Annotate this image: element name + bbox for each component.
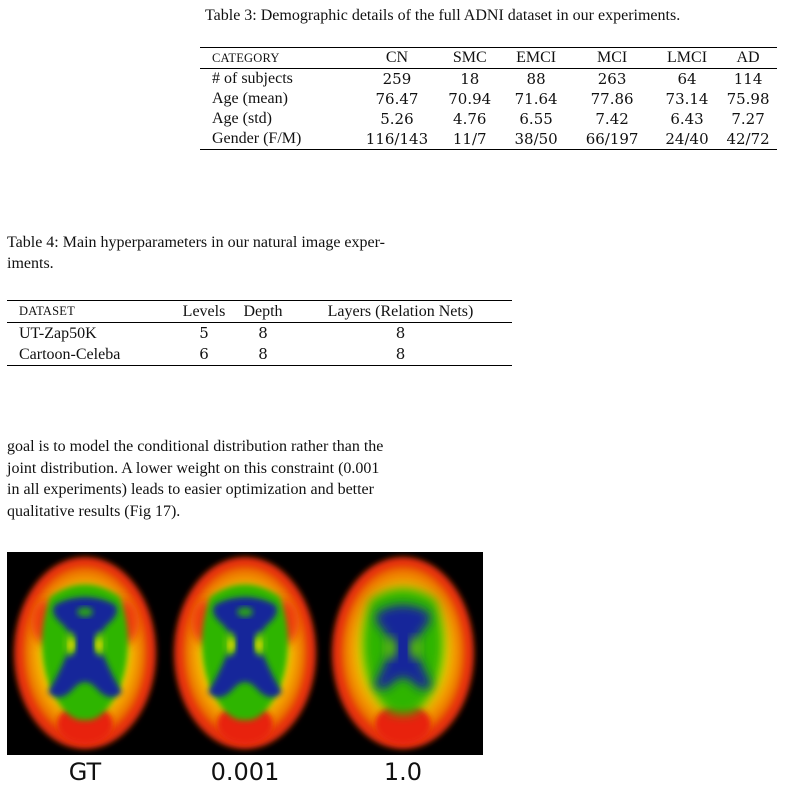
table-cell: 8: [395, 345, 406, 363]
table-row: [200, 109, 777, 129]
column-header: Levels: [182, 303, 226, 320]
paragraph-line: in all experiments) leads to easier optimization and better: [7, 481, 374, 498]
brain-figure: [7, 552, 483, 755]
caption-line: Table 4: Main hyperparameters in our natural image exper-: [7, 234, 385, 251]
table-cell: 6.55: [519, 110, 553, 128]
table-header-row: [200, 48, 777, 69]
paragraph-line: goal is to model the conditional distribution rather than the: [7, 438, 384, 455]
figure-label-gt: GT: [68, 758, 102, 786]
table-cell: 24/40: [665, 130, 709, 148]
table-cell: 42/72: [726, 130, 770, 148]
column-header: CATEGORY: [212, 51, 280, 65]
row-label: Age (std): [212, 110, 272, 127]
table-cell: 88: [526, 70, 546, 88]
table-row: [7, 344, 512, 366]
body-paragraph: [7, 436, 512, 522]
table-cell: 11/7: [452, 130, 487, 148]
row-label: # of subjects: [212, 70, 293, 87]
table-cell: 5.26: [380, 110, 414, 128]
column-header: MCI: [596, 49, 628, 66]
table3: [200, 47, 777, 150]
table-cell: 38/50: [514, 130, 558, 148]
column-header: LMCI: [667, 49, 708, 66]
table-cell: 8: [258, 345, 268, 363]
table-cell: 7.42: [595, 110, 629, 128]
brain-image-1: [332, 557, 474, 749]
row-label: UT-Zap50K: [19, 325, 97, 342]
table-cell: 75.98: [726, 90, 770, 108]
table-cell: 73.14: [665, 90, 709, 108]
caption-line: iments.: [7, 255, 54, 272]
paragraph-line: qualitative results (Fig 17).: [7, 502, 181, 520]
table-cell: 76.47: [375, 90, 419, 108]
table-row: [200, 129, 777, 150]
table3-caption: Table 3: Demographic details of the full ADNI dataset in our experiments.: [205, 7, 681, 24]
paragraph-line: joint distribution. A lower weight on this constraint (0.001: [7, 459, 380, 477]
table-cell: 70.94: [448, 90, 492, 108]
column-header: CN: [385, 49, 409, 66]
brain-image-0001: [174, 557, 316, 749]
table-cell: 114: [733, 70, 763, 88]
table-cell: 66/197: [585, 130, 639, 148]
brain-image-gt: [14, 557, 156, 749]
table-header-row: [7, 301, 512, 323]
row-label: Gender (F/M): [212, 130, 302, 147]
table-cell: 116/143: [365, 130, 429, 148]
table-cell: 7.27: [731, 110, 765, 128]
table-cell: 64: [677, 70, 697, 88]
table-row: [7, 323, 512, 345]
column-header: Layers (Relation Nets): [327, 303, 474, 320]
column-header: EMCI: [516, 49, 557, 66]
table-cell: 6: [199, 345, 209, 363]
table-cell: 6.43: [670, 110, 704, 128]
column-header: SMC: [452, 49, 487, 66]
table4-caption: [7, 232, 385, 274]
table4: [7, 300, 512, 366]
column-header: DATASET: [19, 304, 75, 318]
column-header: Depth: [243, 303, 283, 320]
table-cell: 8: [258, 324, 268, 342]
table-cell: 4.76: [453, 110, 487, 128]
table-cell: 71.64: [514, 90, 558, 108]
row-label: Cartoon-Celeba: [19, 346, 121, 363]
column-header: AD: [736, 49, 760, 66]
figure-label-0001: 0.001: [210, 758, 280, 786]
table-row: [200, 69, 777, 90]
table-cell: 5: [199, 324, 209, 342]
table-cell: 263: [597, 70, 627, 88]
figure-label-1: 1.0: [383, 758, 423, 786]
table-cell: 8: [395, 324, 406, 342]
table-cell: 18: [460, 70, 480, 88]
table-cell: 77.86: [590, 90, 634, 108]
table-row: [200, 89, 777, 109]
row-label: Age (mean): [212, 90, 288, 107]
table-cell: 259: [382, 70, 412, 88]
